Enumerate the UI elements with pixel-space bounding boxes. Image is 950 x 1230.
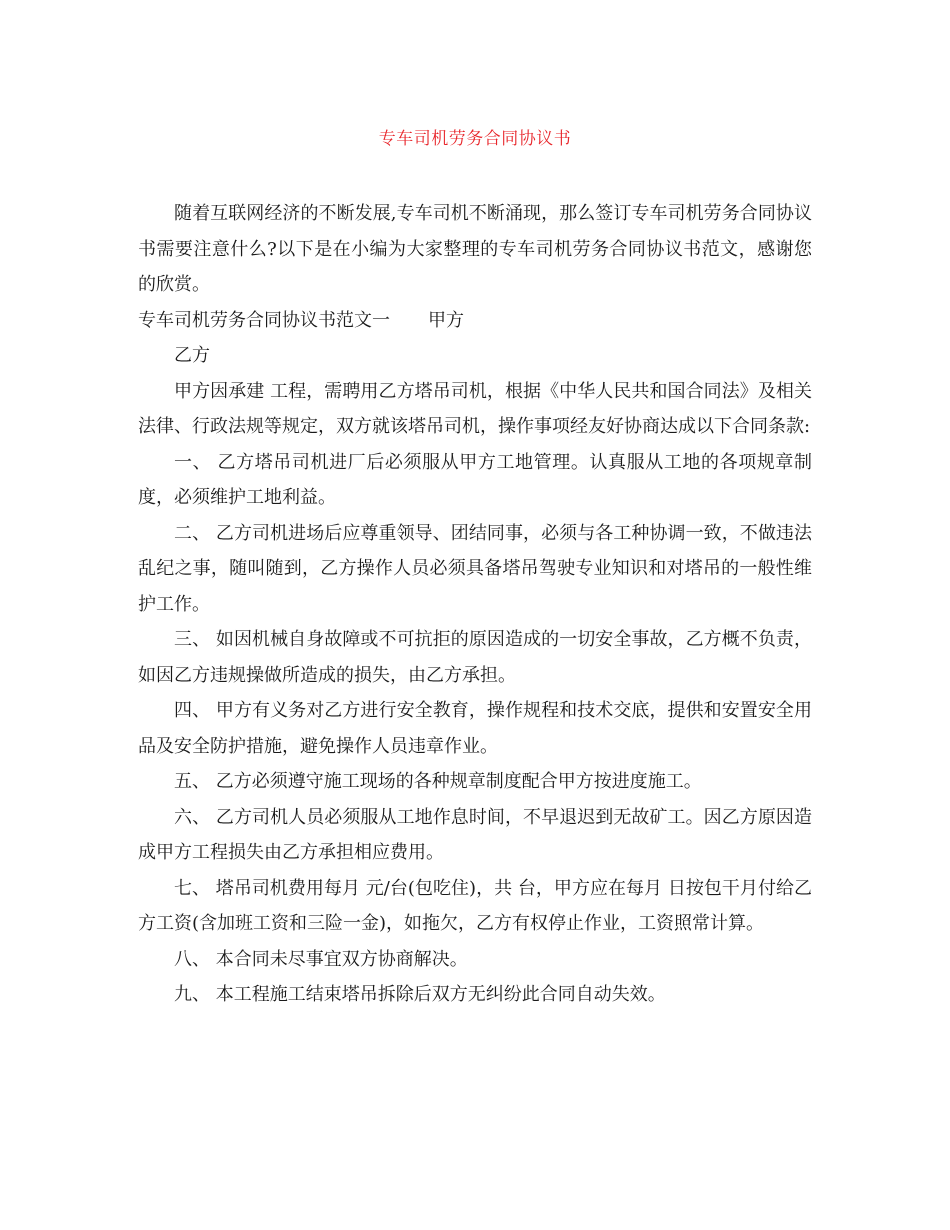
clause-4: 四、 甲方有义务对乙方进行安全教育，操作规程和技术交底，提供和安置安全用品及安全防护措施，避免操作人员违章作业。	[138, 700, 812, 757]
clause-6: 六、 乙方司机人员必须服从工地作息时间，不早退迟到无故矿工。因乙方原因造成甲方工程损失由乙方承担相应费用。	[138, 806, 812, 863]
document-body	[138, 196, 812, 1013]
clause-1: 一、 乙方塔吊司机进厂后必须服从甲方工地管理。认真服从工地的各项规章制度，必须维护工地利益。	[138, 451, 812, 508]
clause-5: 五、 乙方必须遵守施工现场的各种规章制度配合甲方按进度施工。	[174, 771, 702, 792]
clause-2: 二、 乙方司机进场后应尊重领导、团结同事，必须与各工种协调一致，不做违法乱纪之事，随叫随到，乙方操作人员必须具备塔吊驾驶专业知识和对塔吊的一般性维护工作。	[138, 522, 812, 615]
party-a-label: 甲方	[428, 309, 464, 331]
sample-heading: 专车司机劳务合同协议书范文一	[138, 309, 390, 331]
preamble-paragraph: 甲方因承建 工程，需聘用乙方塔吊司机，根据《中华人民共和国合同法》及相关法律、行政法规等规定，双方就该塔吊司机，操作事项经友好协商达成以下合同条款:	[138, 380, 812, 437]
clause-9: 九、 本工程施工结束塔吊拆除后双方无纠纷此合同自动失效。	[174, 984, 666, 1005]
clause-3: 三、 如因机械自身故障或不可抗拒的原因造成的一切安全事故，乙方概不负责，如因乙方违规操做所造成的损失，由乙方承担。	[138, 629, 812, 686]
clause-8: 八、 本合同未尽事宜双方协商解决。	[174, 948, 468, 970]
document-title: 专车司机劳务合同协议书	[378, 129, 572, 149]
intro-paragraph: 随着互联网经济的不断发展,专车司机不断涌现，那么签订专车司机劳务合同协议书需要注意什么?以下是在小编为大家整理的专车司机劳务合同协议书范文，感谢您的欣赏。	[138, 203, 812, 295]
sample-heading-line	[138, 303, 812, 339]
party-b-label: 乙方	[174, 345, 210, 366]
clause-7: 七、 塔吊司机费用每月 元/台(包吃住)，共 台，甲方应在每月 日按包干月付给乙方工资(含加班工资和三险一金)，如拖欠，乙方有权停止作业，工资照常计算。	[138, 877, 812, 934]
